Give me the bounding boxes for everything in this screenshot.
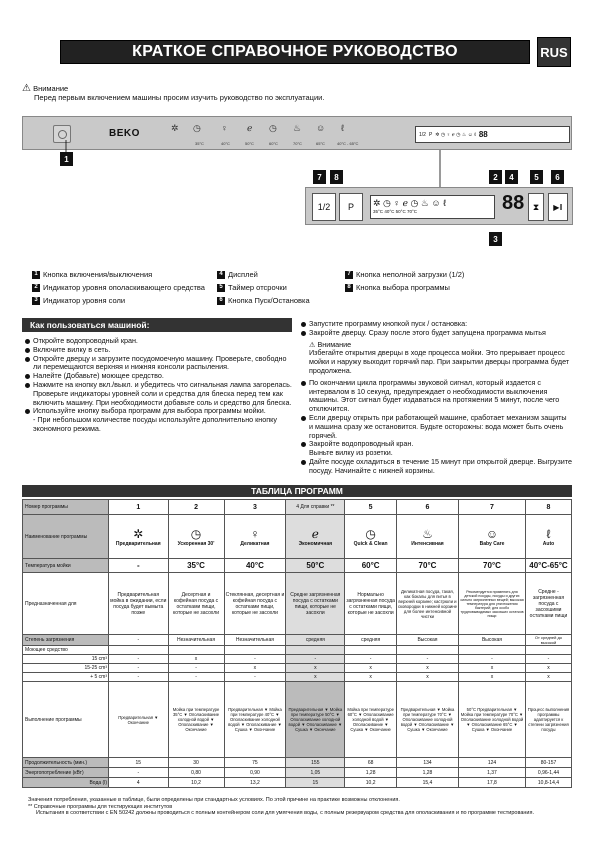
glass-icon: ♀ [250, 526, 260, 541]
auto-icon: ℓ [546, 526, 551, 541]
table-cell [525, 646, 571, 655]
table-cell: - [109, 664, 169, 673]
mini-digits: 88 [478, 130, 488, 139]
table-cell: - [525, 655, 571, 664]
brand-logo: BEKO [109, 128, 140, 139]
row-label: Степень загрязнения [23, 635, 109, 646]
table-cell: 1 [109, 500, 169, 515]
table-cell: Мойка при температуре 60°C ▼ Ополаскивание холодной водой ▼ Ополаскивание ▼ Сушка ▼ Окончание [345, 682, 397, 758]
display-temps: 35°C 40°C 50°C 70°C [373, 209, 418, 214]
callout-2: 2 [489, 170, 502, 184]
language-badge: RUS [537, 37, 571, 67]
legend-text: Кнопка неполной загрузки (1/2) [356, 270, 465, 279]
legend-text: Кнопка включения/выключения [43, 270, 153, 279]
table-cell: 70°C [396, 559, 458, 573]
table-cell: - [459, 655, 526, 664]
table-cell: Деликатная посуда, такая, как бокалы для питья в верхней корзине; кастрюли и сковородки в нижней корзине для более интенсивной чистки [396, 573, 458, 635]
list-item: Запустите программу кнопкой пуск / остановка: [300, 320, 572, 329]
mini-icons: ✲ ◷ ♀ ℯ ◷ ♨ ☺ ℓ [435, 131, 476, 138]
table-cell: 0,80 [168, 768, 224, 778]
table-cell: средняя [345, 635, 397, 646]
legend-num: 1 [32, 271, 40, 279]
row-label: Вода (l) [23, 778, 109, 788]
legend [32, 268, 592, 308]
table-cell: x [168, 655, 224, 664]
legend-text: Индикатор уровня ополаскивающего средства [43, 283, 205, 292]
row-label: Предназначенная для [23, 573, 109, 635]
list-item: Избегайте открытия дверцы в ходе процесса мойки. Это прерывает процесс мойки и наружу выходит горячий пар. При закрытии дверцы программа будет продолжена. [309, 348, 570, 375]
warning-title: Внимание [317, 339, 352, 349]
zoomed-display [370, 195, 495, 219]
table-cell: 50°C Предварительная ▼ Мойка при температуре 70°C ▼ Ополаскивание холодной водой ▼ Ополаскивание 65°C ▼ Сушка ▼ Окончание [459, 682, 526, 758]
table-cell: Мойка при температуре 35°C ▼ Ополаскивание холодной водой ▼ Ополаскивание ▼ Окончание [168, 682, 224, 758]
list-item: Используйте кнопку выбора программ для выбора программы мойки. [24, 407, 292, 416]
table-cell: 1,28 [345, 768, 397, 778]
table-cell: 5 [345, 500, 397, 515]
table-cell [459, 646, 526, 655]
panel-temp: 40°C [221, 141, 230, 146]
table-cell: - [224, 673, 286, 682]
table-cell [168, 646, 224, 655]
program-button[interactable]: P [339, 193, 363, 221]
table-cell: Незначительная [168, 635, 224, 646]
legend-num: 7 [345, 271, 353, 279]
table-cell: 15,4 [396, 778, 458, 788]
table-cell [345, 646, 397, 655]
table-cell: x [459, 664, 526, 673]
table-cell: 0,96-1,44 [525, 768, 571, 778]
table-cell: 75 [224, 758, 286, 768]
delay-timer-button[interactable] [528, 193, 544, 221]
display-digits: 88 [502, 192, 525, 214]
table-cell: - [109, 559, 169, 573]
table-cell: 68 [345, 758, 397, 768]
prewash-icon: ✲ [133, 526, 144, 541]
row-label: Энергопотребление (кВт) [23, 768, 109, 778]
table-cell: x [286, 664, 345, 673]
table-cell: Средне загрязненная посуда с остатками пищи, которые не засохли [286, 573, 345, 635]
table-cell: 0,90 [224, 768, 286, 778]
table-cell: 70°C [459, 559, 526, 573]
half-load-label: 1/2 [419, 131, 426, 138]
table-cell: x [459, 673, 526, 682]
table-cell: Рекомендуется применять для детской посуды, посуды и других сильно загрязненных вещей; высокая температура для уничтожения бактерий; для особо трудновыводимых засохших остатков пищи [459, 573, 526, 635]
table-cell: - [224, 655, 286, 664]
table-row [23, 635, 572, 646]
table-cell: x [345, 664, 397, 673]
list-item: Дайте посуде охладиться в течение 15 минут при открытой дверце. Выгрузите посуду. Начинайте с нижней корзины. [300, 458, 572, 476]
table-cell: - [109, 673, 169, 682]
warning-text: Перед первым включением машины просим изучить руководство по эксплуатации. [34, 93, 325, 102]
footnote: Испытания в соответствии с EN 50242 должны проводиться с полным контейнером соли для умягчения воды, с полным резервуаром средства для ополаскивания и по программе тестирования. [36, 810, 535, 816]
table-cell: 13,2 [224, 778, 286, 788]
callout-6: 6 [551, 170, 564, 184]
list-item: - При небольшом количестве посуды используйте дополнительно кнопку экономного режима. [33, 415, 277, 433]
table-cell: 8 [525, 500, 571, 515]
program-icons: ✲ ◷ ♀ ℯ ◷ ♨ ☺ ℓ [373, 198, 446, 208]
hourglass-icon: ⧗ [532, 201, 540, 212]
table-cell: - [109, 635, 169, 646]
table-cell: 1,28 [396, 768, 458, 778]
table-cell: ♨ Интенсивная [396, 515, 458, 559]
table-row [23, 559, 572, 573]
table-cell: Процесс выполнения программы адаптируется к степени загрязнения посуды [525, 682, 571, 758]
warning-title: Внимание [33, 84, 69, 93]
table-cell: x [396, 673, 458, 682]
table-cell: 3 [224, 500, 286, 515]
table-cell: 30 [168, 758, 224, 768]
list-item: Закройте водопроводный кран. [300, 440, 572, 449]
auto-icon: ℓ [341, 123, 344, 133]
intensive-icon: ♨ [293, 123, 302, 133]
table-cell: Предварительная мойка в ожидании, если посуда будет вымыта позже [109, 573, 169, 635]
table-cell: Незначительная [224, 635, 286, 646]
list-item: Выньте вилку из розетки. [309, 448, 393, 458]
table-cell: x [224, 664, 286, 673]
program-label: P [428, 131, 433, 138]
start-stop-button[interactable] [548, 193, 568, 221]
table-cell: ◷ Quick & Clean [345, 515, 397, 559]
footnotes [28, 797, 568, 817]
panel-temp: 40°C - 65°C [337, 141, 359, 146]
table-cell: 10,2 [168, 778, 224, 788]
baby-icon: ☺ [316, 123, 326, 133]
table-cell: Стеклянная, десертная и кофейная посуда с остатками пищи, которые не засохли [224, 573, 286, 635]
table-cell: 1,05 [286, 768, 345, 778]
table-cell: - [109, 768, 169, 778]
table-cell: 10,2 [345, 778, 397, 788]
table-cell: x [525, 673, 571, 682]
table-title: ТАБЛИЦА ПРОГРАММ [22, 485, 572, 497]
table-row [23, 758, 572, 768]
callout-1: 1 [60, 152, 73, 166]
table-cell: 155 [286, 758, 345, 768]
list-item: Откройте дверцу и загрузите посудомоечную машину. Проверьте, свободно ли перемещаются верхняя и нижняя консоли распыления. [24, 355, 292, 373]
table-cell: ℯ Экономичная [286, 515, 345, 559]
legend-num: 4 [217, 271, 225, 279]
table-cell: 2 [168, 500, 224, 515]
callout-5: 5 [530, 170, 543, 184]
table-row [23, 673, 572, 682]
table-cell: Средне - загрязненная посуда с засохшими остатками пищи [525, 573, 571, 635]
table-row [23, 573, 572, 635]
row-label: Температура мойки [23, 559, 109, 573]
row-label: Выполнение программы [23, 682, 109, 758]
table-row [23, 500, 572, 515]
legend-text: Индикатор уровня соли [43, 296, 126, 305]
table-cell: - [168, 664, 224, 673]
table-cell: 6 [396, 500, 458, 515]
table-row [23, 664, 572, 673]
table-cell: Десертная и кофейная посуда с остатками пищи, которые не засохли [168, 573, 224, 635]
legend-num: 3 [32, 297, 40, 305]
table-row [23, 655, 572, 664]
legend-text: Дисплей [228, 270, 258, 279]
table-cell: - [286, 655, 345, 664]
eco-icon: ℯ [247, 123, 253, 133]
prewash-icon: ✲ [171, 123, 179, 133]
quick30-icon: ◷ [190, 526, 202, 541]
table-cell: ♀ Деликатная [224, 515, 286, 559]
table-cell: x [396, 664, 458, 673]
how-right-list [300, 320, 572, 476]
footnote: Значения потребления, указанные в таблице, были определены при стандартных условиях. По этой причине на практике возможны отклонения. [28, 797, 400, 803]
list-item: Если дверцу открыть при работающей машине, сработает механизм защиты и машина сразу же остановится. Будьте осторожны: вода может быть очень горячей. [300, 414, 572, 440]
table-cell: ◷ Ускоренная 30' [168, 515, 224, 559]
table-cell: 124 [459, 758, 526, 768]
row-label: 15-25 cm³ [23, 664, 109, 673]
table-cell: 134 [396, 758, 458, 768]
table-cell: Предварительная ▼ Окончание [109, 682, 169, 758]
table-row [23, 646, 572, 655]
callout-3: 3 [489, 232, 502, 246]
legend-num: 8 [345, 284, 353, 292]
table-cell: Предварительная ▼ Мойка при температуре 40°C ▼ Ополаскивание холодной водой ▼ Ополаскивание ▼ Сушка ▼ Окончание [224, 682, 286, 758]
panel-temp: 65°C [316, 141, 325, 146]
row-label: Моющее средство [23, 646, 109, 655]
glass-icon: ♀ [221, 123, 228, 133]
table-cell [224, 646, 286, 655]
table-cell: От средней до высокой [525, 635, 571, 646]
panel-temp: 50°C [245, 141, 254, 146]
list-item: Проверьте индикаторы уровней соли и средства для блеска перед тем как включить машину. При необходимости добавьте соль и средство для блеска. [33, 388, 292, 407]
row-label: Наименование программы [23, 515, 109, 559]
table-cell: 15 [286, 778, 345, 788]
table-cell: ✲ Предварительная [109, 515, 169, 559]
table-cell [286, 646, 345, 655]
eco-icon: ℯ [311, 526, 319, 541]
table-cell: - [345, 655, 397, 664]
row-label: + 5 cm³ [23, 673, 109, 682]
quick-clean-icon: ◷ [365, 526, 376, 541]
table-cell: 10,8-14,4 [525, 778, 571, 788]
table-row [23, 682, 572, 758]
legend-text: Кнопка Пуск/Остановка [228, 296, 310, 305]
table-cell: 1,37 [459, 768, 526, 778]
table-row [23, 768, 572, 778]
legend-num: 2 [32, 284, 40, 292]
program-table [22, 499, 572, 788]
table-cell: Высокая [396, 635, 458, 646]
how-to-use-title: Как пользоваться машиной: [22, 318, 292, 332]
quick30-icon: ◷ [193, 123, 201, 133]
legend-text: Таймер отсрочки [228, 283, 287, 292]
panel-temp: 60°C [269, 141, 278, 146]
table-cell: 60°C [345, 559, 397, 573]
table-cell: 4 [109, 778, 169, 788]
table-row [23, 515, 572, 559]
warning-icon: ⚠ [309, 339, 316, 349]
legend-num: 6 [217, 297, 225, 305]
table-cell: 15 [109, 758, 169, 768]
table-cell [109, 646, 169, 655]
table-cell: x [286, 673, 345, 682]
row-label: 15 cm³ [23, 655, 109, 664]
table-row [23, 778, 572, 788]
table-cell: x [345, 673, 397, 682]
half-load-button[interactable]: 1/2 [312, 193, 336, 221]
list-item: По окончании цикла программы звуковой сигнал, который издается с интервалом в 10 секунд, предупреждает о необходимости выключения машины. Этот сигнал будет издаваться на протяжении 5 минут, после чего отключится. [300, 379, 572, 414]
zoomed-panel [305, 187, 573, 225]
table-cell: - [109, 655, 169, 664]
list-item: Нажмите на кнопку вкл./выкл. и убедитесь что сигнальная лампа загорелась. [24, 381, 292, 390]
table-cell: Предварительная ▼ Мойка при температуре 70°C ▼ Ополаскивание холодной водой ▼ Ополаскивание ▼ Сушка ▼ Окончание [396, 682, 458, 758]
play-pause-icon: ▶‖ [553, 202, 563, 212]
table-cell: 50°C [286, 559, 345, 573]
row-label: Номер программы [23, 500, 109, 515]
table-cell: ☺ Baby Care [459, 515, 526, 559]
list-item: Закройте дверцу. Сразу после этого будет запущена программа мытья [300, 329, 572, 338]
table-cell: 40°C-65°C [525, 559, 571, 573]
quick-clean-icon: ◷ [269, 123, 277, 133]
intensive-icon: ♨ [422, 526, 433, 541]
panel-temp: 70°C [293, 141, 302, 146]
row-label: Продолжительность (мин.) [23, 758, 109, 768]
table-cell: средняя [286, 635, 345, 646]
table-cell: 17,8 [459, 778, 526, 788]
callout-8: 8 [330, 170, 343, 184]
list-item: Налейте (Добавьте) моющее средство. [24, 372, 292, 381]
table-cell: ℓ Auto [525, 515, 571, 559]
table-cell: 80-157 [525, 758, 571, 768]
table-cell: Предварительная ▼ Мойка при температуре 50°C ▼ Ополаскивание холодной водой ▼ Ополаскивание ▼ Сушка ▼ Окончание [286, 682, 345, 758]
table-cell [396, 646, 458, 655]
table-cell: 7 [459, 500, 526, 515]
baby-icon: ☺ [485, 526, 499, 541]
table-cell: 40°C [224, 559, 286, 573]
legend-num: 5 [217, 284, 225, 292]
footnote: ** Справочные программы для тестирующих институтов [28, 803, 173, 810]
table-cell: - [396, 655, 458, 664]
table-cell: x [525, 664, 571, 673]
table-cell: Высокая [459, 635, 526, 646]
warning-icon: ⚠ [22, 83, 31, 94]
table-cell: Нормально загрязненная посуда с остатками пищи, которые не засохли [345, 573, 397, 635]
legend-text: Кнопка выбора программы [356, 283, 450, 292]
callout-7: 7 [313, 170, 326, 184]
list-item: Включите вилку в сеть. [24, 346, 292, 355]
table-cell: - [168, 673, 224, 682]
table-cell: 4 Для справки ** [286, 500, 345, 515]
page-title: КРАТКОЕ СПРАВОЧНОЕ РУКОВОДСТВО [60, 40, 530, 64]
callout-4: 4 [505, 170, 518, 184]
panel-temp: 35°C [195, 141, 204, 146]
table-cell: 35°C [168, 559, 224, 573]
list-item: Откройте водопроводный кран. [24, 337, 292, 346]
how-left-list [24, 337, 292, 434]
